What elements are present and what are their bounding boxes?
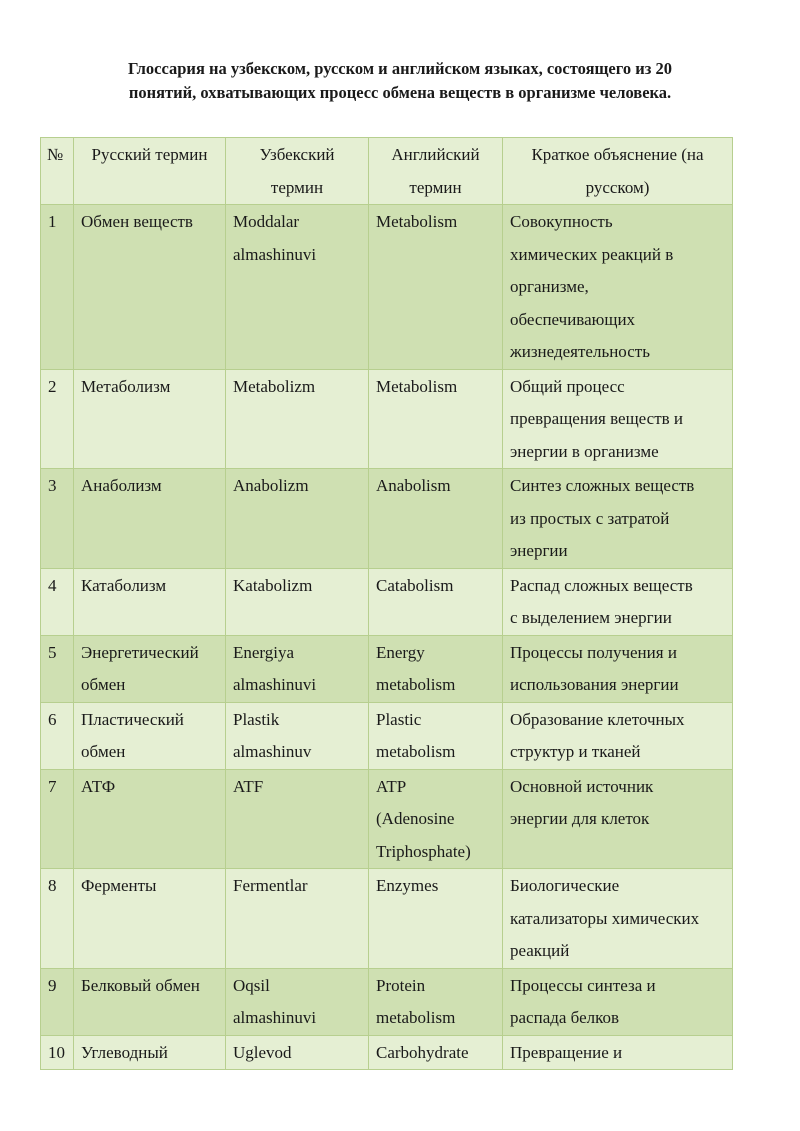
cell-text-line: Белковый обмен xyxy=(81,975,200,995)
header-text-line: Русский термин xyxy=(91,145,208,164)
cell-number: 3 xyxy=(41,469,74,569)
header-row xyxy=(41,138,733,205)
cell-text-line: Plastik xyxy=(233,709,280,729)
cell-number: 9 xyxy=(41,968,74,1035)
cell-number: 5 xyxy=(41,635,74,702)
table-row xyxy=(41,635,733,702)
cell-uzbek-term xyxy=(226,205,369,370)
cell-uzbek-term xyxy=(226,702,369,769)
cell-text-line: Metabolism xyxy=(376,376,458,396)
cell-text-line: Обмен веществ xyxy=(81,212,193,231)
cell-text-line: ATF xyxy=(233,776,264,796)
cell-description xyxy=(503,1035,733,1070)
cell-uzbek-term xyxy=(226,769,369,869)
table-row xyxy=(41,769,733,869)
cell-uzbek-term xyxy=(226,968,369,1035)
title-line-1: Глоссария на узбекском, русском и английском языках, состоящего из 20 xyxy=(128,59,672,78)
table-row xyxy=(41,702,733,769)
cell-english-term xyxy=(369,635,503,702)
cell-russian-term xyxy=(74,769,226,869)
cell-text-line: химических реакций в xyxy=(510,244,674,264)
header-text-line: русском) xyxy=(585,177,650,197)
cell-text-line: Процессы синтеза и xyxy=(510,975,656,995)
cell-text-line: Metabolizm xyxy=(233,376,316,396)
cell-text-line: Углеводный xyxy=(81,1042,168,1062)
cell-text-line: Пластический xyxy=(81,709,184,729)
cell-text-line: Совокупность xyxy=(510,212,613,231)
cell-russian-term xyxy=(74,635,226,702)
cell-number: 8 xyxy=(41,869,74,969)
table-row xyxy=(41,968,733,1035)
cell-uzbek-term xyxy=(226,568,369,635)
cell-text-line: almashinuvi xyxy=(233,675,317,694)
cell-russian-term xyxy=(74,1035,226,1070)
cell-text-line: metabolism xyxy=(376,1008,456,1027)
cell-text-line: Triphosphate) xyxy=(376,841,471,861)
cell-text-line: реакций xyxy=(510,941,570,960)
header-text-line: Узбекский xyxy=(259,145,335,164)
table-row xyxy=(41,869,733,969)
cell-text-line: almashinuv xyxy=(233,742,312,761)
cell-text-line: Основной источник xyxy=(510,776,654,796)
cell-english-term xyxy=(369,369,503,469)
cell-text-line: организме, xyxy=(510,277,589,296)
cell-english-term xyxy=(369,469,503,569)
table-row xyxy=(41,205,733,370)
cell-text-line: almashinuvi xyxy=(233,244,317,264)
cell-text-line: Метаболизм xyxy=(81,376,171,396)
cell-text-line: с выделением энергии xyxy=(510,608,672,627)
title-line-2: понятий, охватывающих процесс обмена веществ в организме человека. xyxy=(128,83,672,102)
header-text-line: Английский xyxy=(391,145,480,164)
cell-text-line: Синтез сложных веществ xyxy=(510,476,695,495)
cell-text-line: обеспечивающих xyxy=(510,309,636,329)
header-number xyxy=(41,138,74,205)
cell-text-line: распада белков xyxy=(510,1008,620,1027)
cell-text-line: Uglevod xyxy=(233,1042,292,1062)
cell-description xyxy=(503,568,733,635)
header-uzbek-term xyxy=(226,138,369,205)
header-description xyxy=(503,138,733,205)
table-row xyxy=(41,469,733,569)
cell-description xyxy=(503,702,733,769)
cell-russian-term xyxy=(74,205,226,370)
cell-uzbek-term xyxy=(226,635,369,702)
cell-text-line: структур и тканей xyxy=(510,742,641,761)
cell-number: 7 xyxy=(41,769,74,869)
cell-text-line: Энергетический xyxy=(81,642,199,662)
cell-text-line: Plastic xyxy=(376,709,422,729)
cell-text-line: АТФ xyxy=(81,776,116,796)
cell-uzbek-term xyxy=(226,1035,369,1070)
cell-text-line: metabolism xyxy=(376,742,456,761)
header-russian-term xyxy=(74,138,226,205)
cell-english-term xyxy=(369,869,503,969)
cell-text-line: Катаболизм xyxy=(81,575,167,595)
cell-text-line: Биологические xyxy=(510,876,620,895)
cell-description xyxy=(503,469,733,569)
cell-number: 2 xyxy=(41,369,74,469)
cell-text-line: Анаболизм xyxy=(81,476,162,495)
table-header xyxy=(41,138,733,205)
cell-text-line: обмен xyxy=(81,675,126,694)
table-row xyxy=(41,568,733,635)
cell-english-term xyxy=(369,1035,503,1070)
cell-text-line: Oqsil xyxy=(233,975,270,995)
cell-text-line: Ферменты xyxy=(81,876,157,895)
cell-text-line: Catabolism xyxy=(376,575,454,595)
cell-text-line: Fermentlar xyxy=(233,876,308,895)
cell-text-line: Образование клеточных xyxy=(510,709,685,729)
cell-russian-term xyxy=(74,469,226,569)
cell-text-line: энергии для клеток xyxy=(510,809,650,828)
cell-text-line: обмен xyxy=(81,742,126,761)
cell-text-line: жизнедеятельность xyxy=(510,342,650,361)
cell-text-line: Protein xyxy=(376,975,426,995)
header-english-term xyxy=(369,138,503,205)
cell-text-line: Energy xyxy=(376,642,425,662)
cell-description xyxy=(503,769,733,869)
cell-text-line: Moddalar xyxy=(233,212,300,231)
table-row xyxy=(41,1035,733,1070)
cell-text-line: использования энергии xyxy=(510,675,679,694)
cell-text-line: Распад сложных веществ xyxy=(510,575,693,595)
cell-english-term xyxy=(369,568,503,635)
cell-text-line: катализаторы химических xyxy=(510,908,700,928)
cell-uzbek-term xyxy=(226,469,369,569)
cell-russian-term xyxy=(74,869,226,969)
cell-text-line: Carbohydrate xyxy=(376,1042,469,1062)
cell-number: 6 xyxy=(41,702,74,769)
cell-number: 1 xyxy=(41,205,74,370)
cell-description xyxy=(503,369,733,469)
cell-text-line: Превращение и xyxy=(510,1042,623,1062)
cell-text-line: Общий процесс xyxy=(510,376,625,396)
cell-english-term xyxy=(369,968,503,1035)
cell-text-line: энергии xyxy=(510,541,568,560)
cell-russian-term xyxy=(74,369,226,469)
cell-text-line: almashinuvi xyxy=(233,1008,317,1027)
cell-text-line: превращения веществ и xyxy=(510,409,683,428)
cell-text-line: Anabolism xyxy=(376,476,451,495)
cell-text-line: ATP xyxy=(376,776,407,796)
cell-description xyxy=(503,205,733,370)
header-text-line: Краткое объяснение (на xyxy=(531,145,704,164)
cell-description xyxy=(503,968,733,1035)
table-body xyxy=(41,205,733,1070)
cell-text-line: Процессы получения и xyxy=(510,642,677,662)
page-title xyxy=(60,57,740,105)
cell-text-line: Katabolizm xyxy=(233,575,313,595)
cell-uzbek-term xyxy=(226,369,369,469)
cell-text-line: из простых с затратой xyxy=(510,508,670,528)
glossary-table xyxy=(40,137,733,1070)
cell-text-line: Enzymes xyxy=(376,876,439,895)
cell-russian-term xyxy=(74,568,226,635)
cell-number: 10 xyxy=(41,1035,74,1070)
cell-text-line: metabolism xyxy=(376,675,456,694)
cell-english-term xyxy=(369,205,503,370)
header-text-line: термин xyxy=(270,177,324,197)
cell-russian-term xyxy=(74,968,226,1035)
cell-number: 4 xyxy=(41,568,74,635)
cell-russian-term xyxy=(74,702,226,769)
cell-english-term xyxy=(369,702,503,769)
cell-english-term xyxy=(369,769,503,869)
cell-text-line: Metabolism xyxy=(376,212,458,231)
cell-text-line: (Adenosine xyxy=(376,809,455,828)
cell-description xyxy=(503,869,733,969)
cell-text-line: Energiya xyxy=(233,642,295,662)
cell-text-line: энергии в организме xyxy=(510,441,659,461)
header-text-line: термин xyxy=(409,177,462,197)
cell-text-line: Anabolizm xyxy=(233,476,309,495)
cell-description xyxy=(503,635,733,702)
table-row xyxy=(41,369,733,469)
cell-uzbek-term xyxy=(226,869,369,969)
header-text-line: № xyxy=(47,145,64,164)
